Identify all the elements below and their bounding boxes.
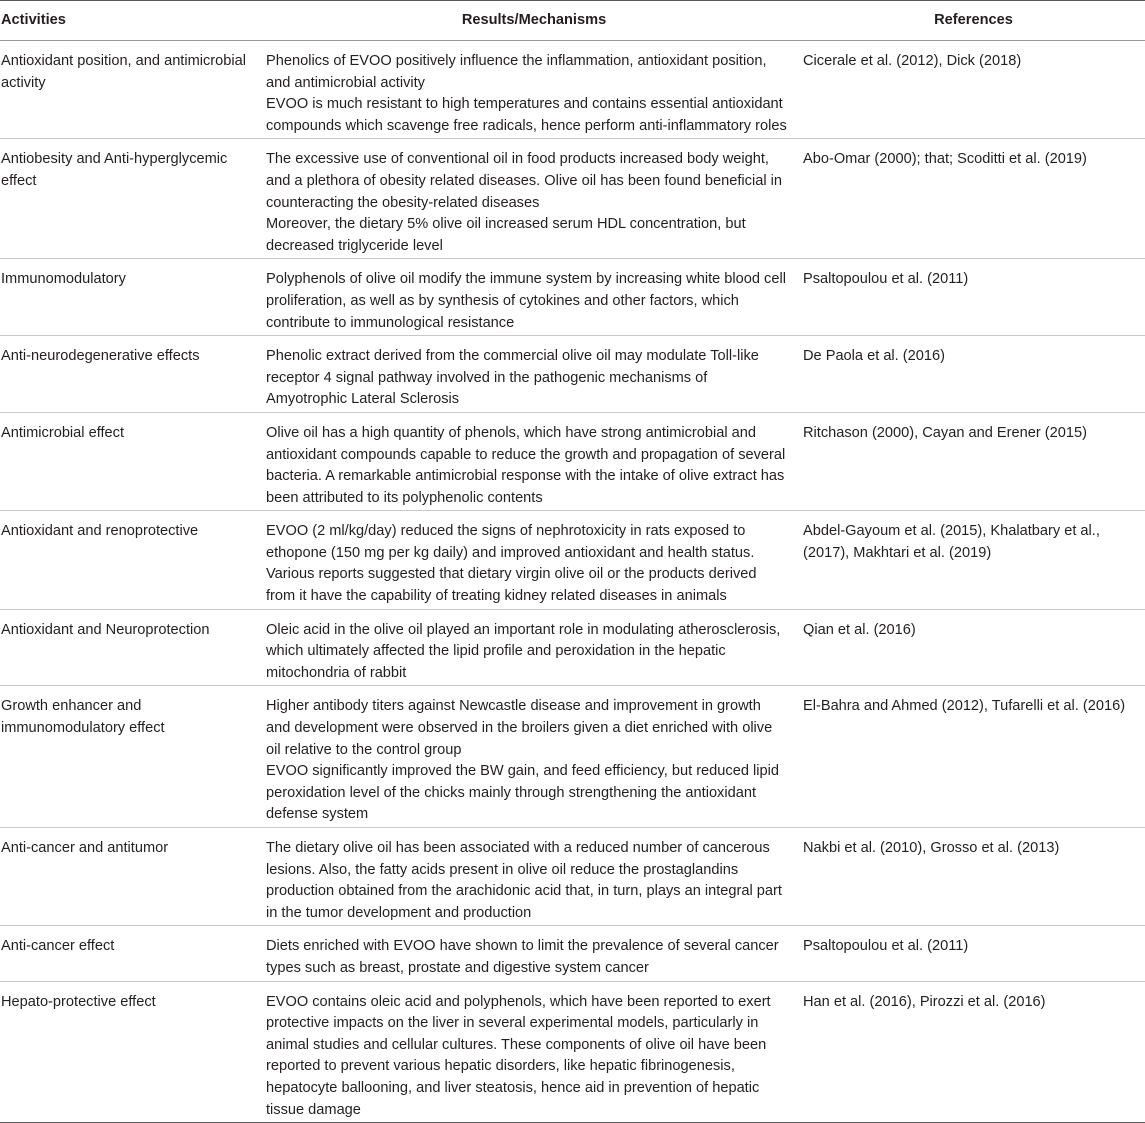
result-paragraph: EVOO is much resistant to high temperatures and contains essential antioxidant compounds which scavenge free radicals, hence perform anti-inflammatory roles	[266, 96, 787, 134]
references-cell: De Paola et al. (2016)	[802, 336, 1145, 413]
result-paragraph: EVOO significantly improved the BW gain, and feed efficiency, but reduced lipid peroxidation level of the chicks mainly through strengthening the antioxidant defense system	[266, 763, 779, 823]
references-cell: Psaltopoulou et al. (2011)	[802, 259, 1145, 336]
result-paragraph: Moreover, the dietary 5% olive oil increased serum HDL concentration, but decreased triglyceride level	[266, 216, 746, 254]
result-paragraph: Polyphenols of olive oil modify the immune system by increasing white blood cell proliferation, as well as by synthesis of cytokines and other factors, which contribute to immunological resistance	[266, 271, 786, 331]
header-results: Results/Mechanisms	[266, 1, 802, 41]
results-cell	[266, 926, 802, 981]
activity-cell: Anti-neurodegenerative effects	[0, 336, 266, 413]
activity-cell: Growth enhancer and immunomodulatory effect	[0, 686, 266, 828]
table-row	[0, 686, 1145, 828]
table-row	[0, 828, 1145, 926]
table-row	[0, 609, 1145, 686]
activity-cell: Antiobesity and Anti-hyperglycemic effect	[0, 139, 266, 259]
references-cell: El-Bahra and Ahmed (2012), Tufarelli et al. (2016)	[802, 686, 1145, 828]
table-row	[0, 511, 1145, 609]
references-cell: Cicerale et al. (2012), Dick (2018)	[802, 41, 1145, 139]
table-row	[0, 412, 1145, 510]
activity-cell: Antioxidant and renoprotective	[0, 511, 266, 609]
table-row	[0, 926, 1145, 981]
activity-cell: Antioxidant and Neuroprotection	[0, 609, 266, 686]
references-cell: Nakbi et al. (2010), Grosso et al. (2013)	[802, 828, 1145, 926]
table-row	[0, 336, 1145, 413]
activity-cell: Anti-cancer and antitumor	[0, 828, 266, 926]
references-cell: Qian et al. (2016)	[802, 609, 1145, 686]
references-cell: Ritchason (2000), Cayan and Erener (2015)	[802, 412, 1145, 510]
table-row	[0, 139, 1145, 259]
results-cell	[266, 336, 802, 413]
results-cell	[266, 981, 802, 1123]
activity-cell: Antimicrobial effect	[0, 412, 266, 510]
activity-cell: Anti-cancer effect	[0, 926, 266, 981]
references-cell: Han et al. (2016), Pirozzi et al. (2016)	[802, 981, 1145, 1123]
header-row	[0, 1, 1145, 41]
result-paragraph: Higher antibody titers against Newcastle disease and improvement in growth and development were observed in the broilers given a diet enriched with olive oil relative to the control group	[266, 698, 773, 758]
result-paragraph: EVOO contains oleic acid and polyphenols, which have been reported to exert protective impacts on the liver in several experimental models, particularly in animal studies and cellular cultures. These components of olive oil have been reported to prevent various hepatic disorders, like hepatic fibrinogenesis, hepatocyte ballooning, and liver steatosis, hence aid in prevention of hepatic tissue damage	[266, 993, 771, 1118]
result-paragraph: Olive oil has a high quantity of phenols, which have strong antimicrobial and antioxidant compounds capable to reduce the growth and propagation of several bacteria. A remarkable antimicrobial response with the intake of olive extract has been attributed to its polyphenolic contents	[266, 424, 786, 506]
results-cell	[266, 259, 802, 336]
result-paragraph: Diets enriched with EVOO have shown to limit the prevalence of several cancer types such as breast, prostate and digestive system cancer	[266, 938, 779, 976]
result-paragraph: EVOO (2 ml/kg/day) reduced the signs of nephrotoxicity in rats exposed to ethopone (150 mg per kg daily) and improved antioxidant and health status.	[266, 523, 755, 561]
results-cell	[266, 609, 802, 686]
activity-cell: Antioxidant position, and antimicrobial activity	[0, 41, 266, 139]
results-cell	[266, 139, 802, 259]
results-cell	[266, 828, 802, 926]
results-cell	[266, 412, 802, 510]
activity-cell: Hepato-protective effect	[0, 981, 266, 1123]
header-activities: Activities	[0, 1, 266, 41]
results-cell	[266, 511, 802, 609]
references-cell: Abdel-Gayoum et al. (2015), Khalatbary et al., (2017), Makhtari et al. (2019)	[802, 511, 1145, 609]
result-paragraph: Phenolic extract derived from the commercial olive oil may modulate Toll-like receptor 4 signal pathway involved in the pathogenic mechanisms of Amyotrophic Lateral Sclerosis	[266, 348, 759, 408]
results-cell	[266, 686, 802, 828]
table-row	[0, 41, 1145, 139]
results-cell	[266, 41, 802, 139]
result-paragraph: The dietary olive oil has been associated with a reduced number of cancerous lesions. Also, the fatty acids present in olive oil reduce the prostaglandins production obtained from the arachidonic acid that, in turn, plays an integral part in the tumor development and production	[266, 840, 782, 921]
result-paragraph: The excessive use of conventional oil in food products increased body weight, and a plethora of obesity related diseases. Olive oil has been found beneficial in counteracting the obesity-related diseases	[266, 151, 782, 211]
table-row	[0, 981, 1145, 1123]
table-row	[0, 259, 1145, 336]
result-paragraph: Oleic acid in the olive oil played an important role in modulating atherosclerosis, which ultimately affected the lipid profile and peroxidation in the hepatic mitochondria of rabbit	[266, 621, 781, 681]
table-header	[0, 1, 1145, 41]
header-references: References	[802, 1, 1145, 41]
references-cell: Abo-Omar (2000); that; Scoditti et al. (2019)	[802, 139, 1145, 259]
activity-cell: Immunomodulatory	[0, 259, 266, 336]
result-paragraph: Various reports suggested that dietary virgin olive oil or the products derived from it have the capability of treating kidney related diseases in animals	[266, 566, 757, 605]
result-paragraph: Phenolics of EVOO positively influence the inflammation, antioxidant position, and antimicrobial activity	[266, 53, 767, 91]
table-body	[0, 41, 1145, 1123]
references-cell: Psaltopoulou et al. (2011)	[802, 926, 1145, 981]
